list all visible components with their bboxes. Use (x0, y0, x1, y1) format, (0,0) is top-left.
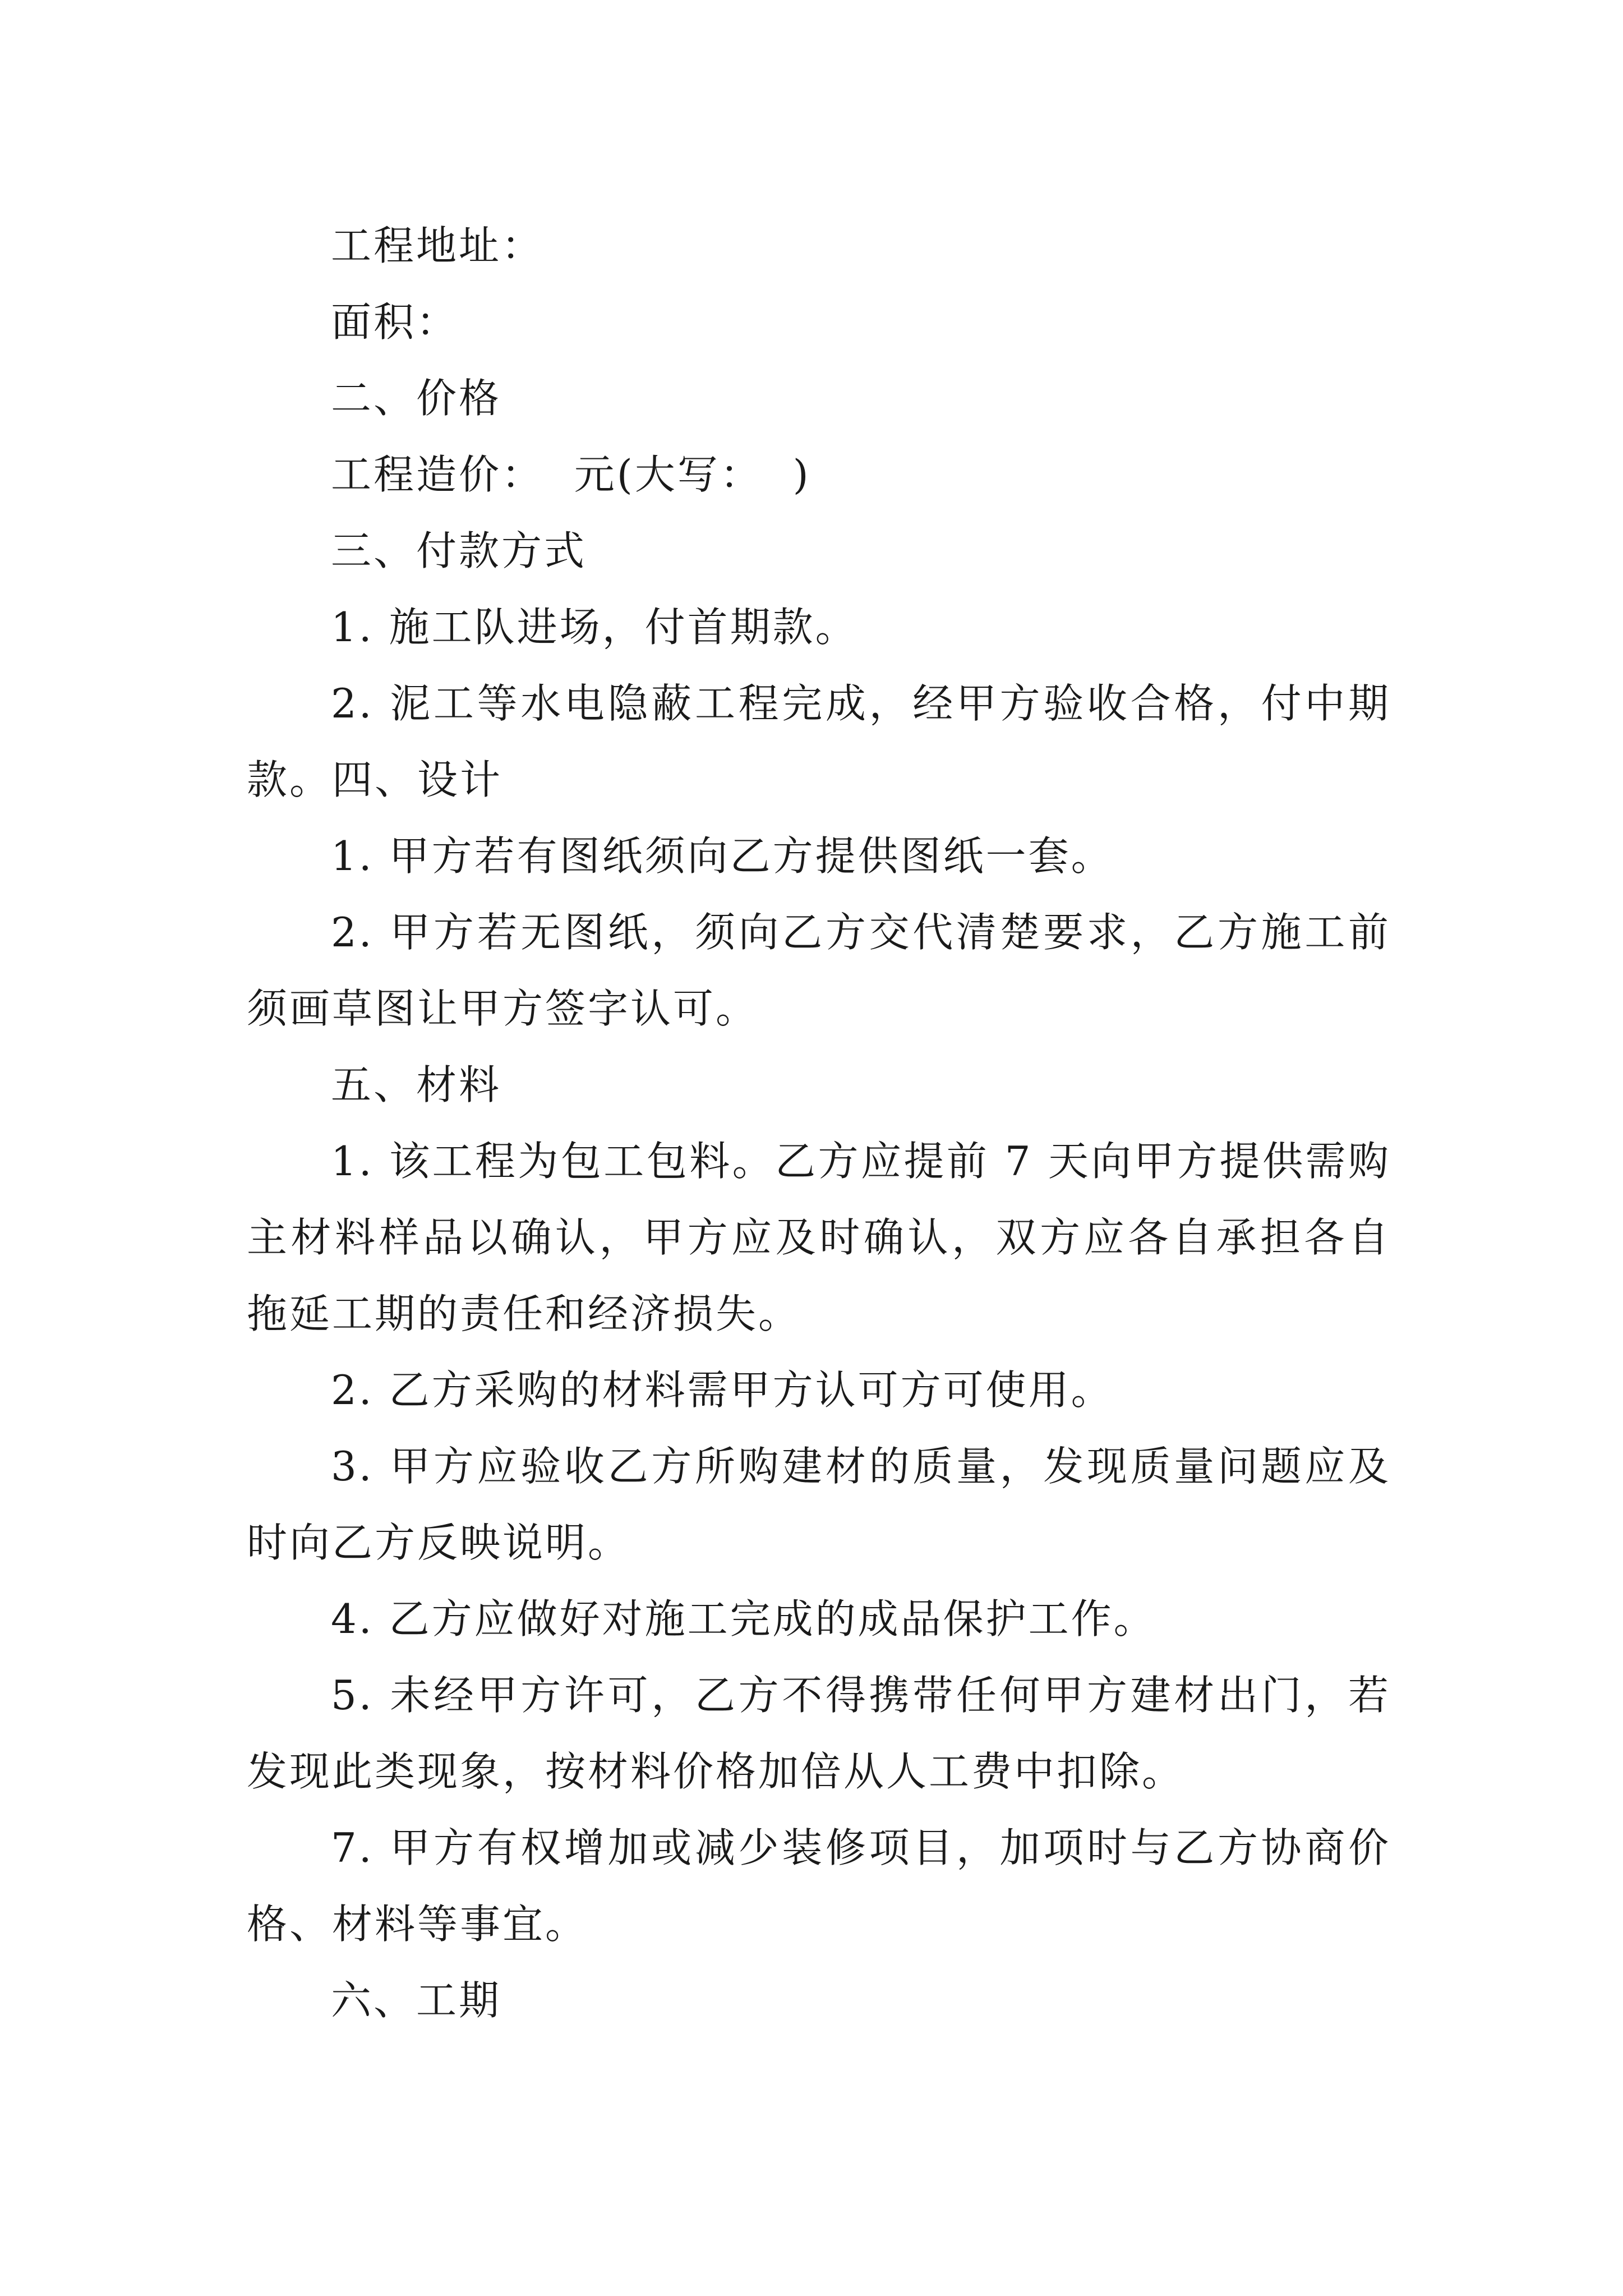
paragraph-payment-1: 1. 施工队进场，付首期款。 (331, 604, 858, 651)
paragraph-materials-5: 5. 未经甲方许可，乙方不得携带任何甲方建材出门，若发现此类现象，按材料价格加倍从人工费中扣除。 (247, 1672, 1391, 1795)
heading-price: 二、价格 (331, 375, 502, 422)
document-body (247, 208, 1391, 2039)
paragraph-design-2: 2. 甲方若无图纸，须向乙方交代清楚要求，乙方施工前须画草图让甲方签字认可。 (247, 909, 1391, 1032)
paragraph-materials-2: 2. 乙方采购的材料需甲方认可方可使用。 (331, 1366, 1114, 1414)
paragraph-project-cost: 工程造价： 元(大写： ) (331, 451, 811, 498)
heading-schedule: 六、工期 (331, 1977, 502, 2024)
paragraph-project-address: 工程地址： (331, 222, 545, 269)
heading-materials: 五、材料 (331, 1061, 502, 1108)
paragraph-area: 面积： (331, 298, 459, 346)
heading-payment-method: 三、付款方式 (331, 527, 587, 574)
paragraph-materials-3: 3. 甲方应验收乙方所购建材的质量，发现质量问题应及时向乙方反映说明。 (247, 1443, 1391, 1566)
paragraph-payment-2: 2. 泥工等水电隐蔽工程完成，经甲方验收合格，付中期款。四、设计 (247, 680, 1391, 803)
paragraph-materials-1: 1. 该工程为包工包料。乙方应提前 7 天向甲方提供需购主材料样品以确认，甲方应及时确认，双方应各自承担各自拖延工期的责任和经济损失。 (247, 1138, 1391, 1337)
paragraph-materials-4: 4. 乙方应做好对施工完成的成品保护工作。 (331, 1595, 1156, 1642)
paragraph-materials-7: 7. 甲方有权增加或减少装修项目，加项时与乙方协商价格、材料等事宜。 (247, 1824, 1391, 1948)
paragraph-design-1: 1. 甲方若有图纸须向乙方提供图纸一套。 (331, 832, 1114, 880)
